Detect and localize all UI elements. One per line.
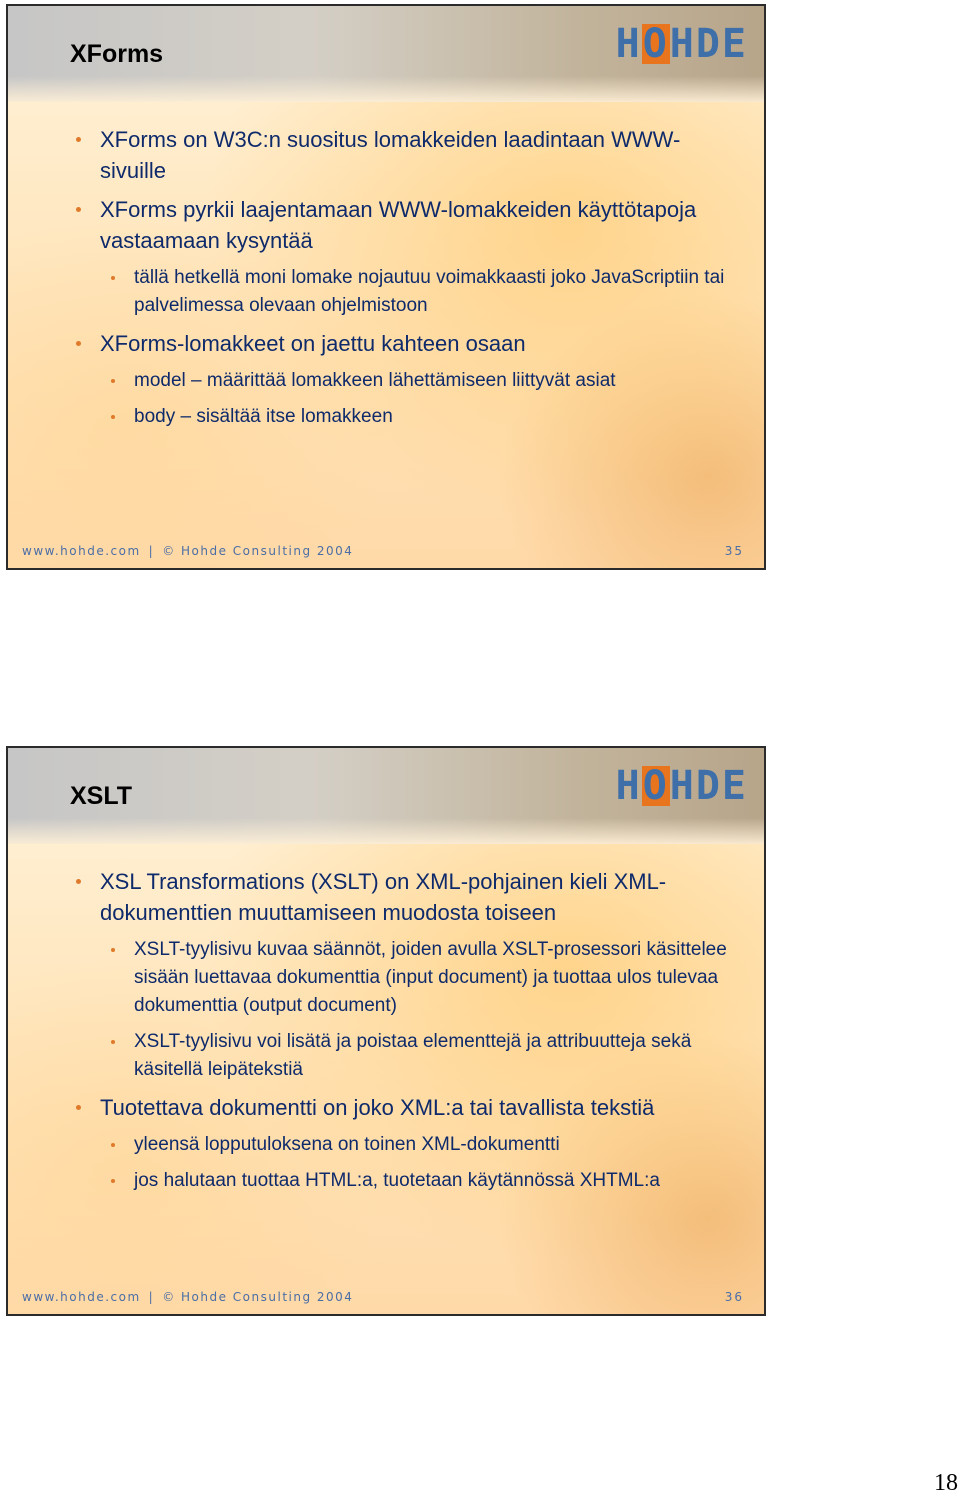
sub-bullet: body – sisältää itse lomakkeen [74, 403, 734, 431]
footer-copyright: © Hohde Consulting 2004 [162, 544, 354, 558]
slide-footer [22, 544, 353, 558]
slide-title: XSLT [70, 782, 133, 810]
slide-title: XForms [70, 40, 164, 68]
bullet: XSL Transformations (XSLT) on XML-pohjainen kieli XML-dokumenttien muuttamiseen muodosta toiseen [74, 866, 734, 928]
hohde-logo: HOHDE [615, 21, 748, 67]
bullet: XForms on W3C:n suositus lomakkeiden laadintaan WWW-sivuille [74, 124, 734, 186]
sub-bullet: yleensä lopputuloksena on toinen XML-dokumentti [74, 1131, 734, 1159]
sub-bullet: XSLT-tyylisivu kuvaa säännöt, joiden avulla XSLT-prosessori käsittelee sisään luettavaa dokumenttia (input document) ja tuottaa ulos tulevaa dokumenttia (output document) [74, 936, 734, 1020]
slide-content [74, 866, 734, 1203]
footer-separator: | [148, 1290, 155, 1304]
footer-url: www.hohde.com [22, 544, 141, 558]
slide-35 [6, 4, 766, 570]
slide-content [74, 124, 734, 439]
hohde-logo: HOHDE [615, 763, 748, 809]
sub-bullet: tällä hetkellä moni lomake nojautuu voimakkaasti joko JavaScriptiin tai palvelimessa olevaan ohjelmistoon [74, 264, 734, 320]
slide-number: 35 [724, 544, 744, 558]
sub-bullet: model – määrittää lomakkeen lähettämiseen liittyvät asiat [74, 367, 734, 395]
bullet: XForms-lomakkeet on jaettu kahteen osaan [74, 328, 734, 359]
bullet: XForms pyrkii laajentamaan WWW-lomakkeiden käyttötapoja vastaamaan kysyntää [74, 194, 734, 256]
slide-number: 36 [724, 1290, 744, 1304]
footer-separator: | [148, 544, 155, 558]
sub-bullet: jos halutaan tuottaa HTML:a, tuotetaan käytännössä XHTML:a [74, 1167, 734, 1195]
sub-bullet: XSLT-tyylisivu voi lisätä ja poistaa elementtejä ja attribuutteja sekä käsitellä leipätekstiä [74, 1028, 734, 1084]
slide-footer [22, 1290, 353, 1304]
bullet: Tuotettava dokumentti on joko XML:a tai tavallista tekstiä [74, 1092, 734, 1123]
footer-copyright: © Hohde Consulting 2004 [162, 1290, 354, 1304]
slide-36 [6, 746, 766, 1316]
page-number: 18 [934, 1470, 958, 1496]
footer-url: www.hohde.com [22, 1290, 141, 1304]
